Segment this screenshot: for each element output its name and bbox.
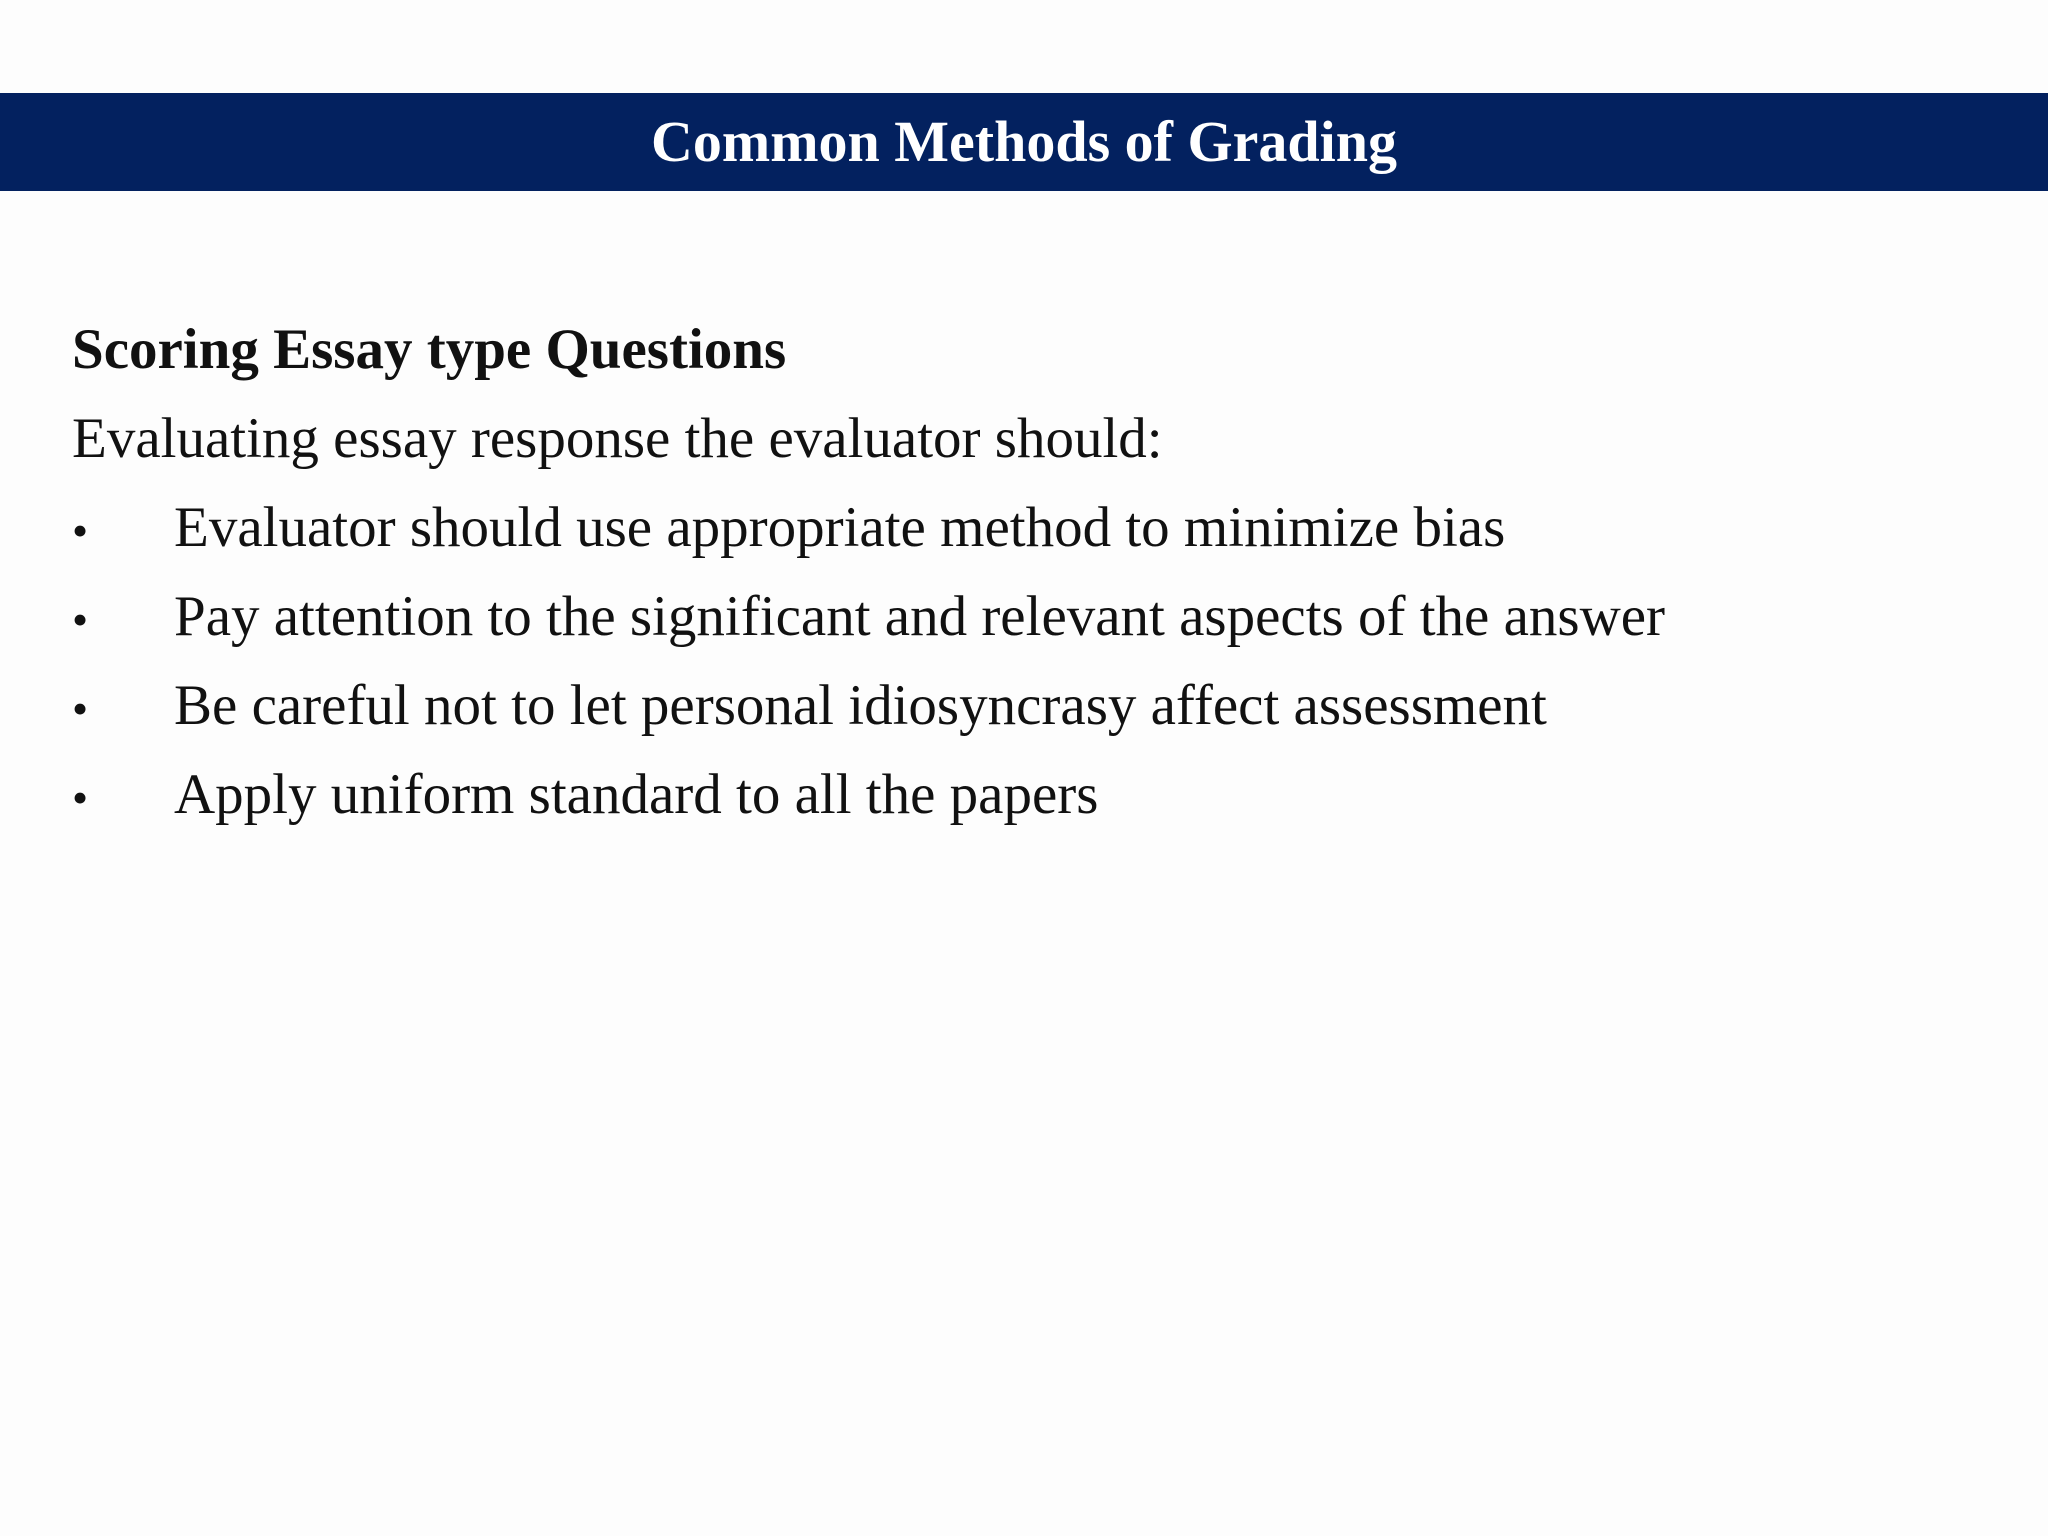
bullet-text: Pay attention to the significant and relevant aspects of the answer — [174, 585, 1666, 648]
bullet-list — [72, 483, 1972, 839]
bullet-icon: • — [72, 683, 89, 734]
bullet-icon: • — [72, 594, 89, 645]
section-heading: Scoring Essay type Questions — [72, 318, 787, 381]
bullet-item — [72, 661, 1972, 750]
bullet-icon: • — [72, 505, 89, 556]
bullet-text: Apply uniform standard to all the papers — [174, 763, 1099, 826]
bullet-item — [72, 483, 1972, 572]
title-bar — [0, 93, 2048, 191]
intro-text: Evaluating essay response the evaluator should: — [72, 407, 1163, 470]
bullet-item — [72, 572, 1972, 661]
slide-content — [72, 305, 1972, 839]
slide-title: Common Methods of Grading — [651, 109, 1397, 174]
bullet-text: Evaluator should use appropriate method to minimize bias — [174, 496, 1506, 559]
bullet-text: Be careful not to let personal idiosyncrasy affect assessment — [174, 674, 1547, 737]
bullet-icon: • — [72, 772, 89, 823]
bullet-item — [72, 750, 1972, 839]
